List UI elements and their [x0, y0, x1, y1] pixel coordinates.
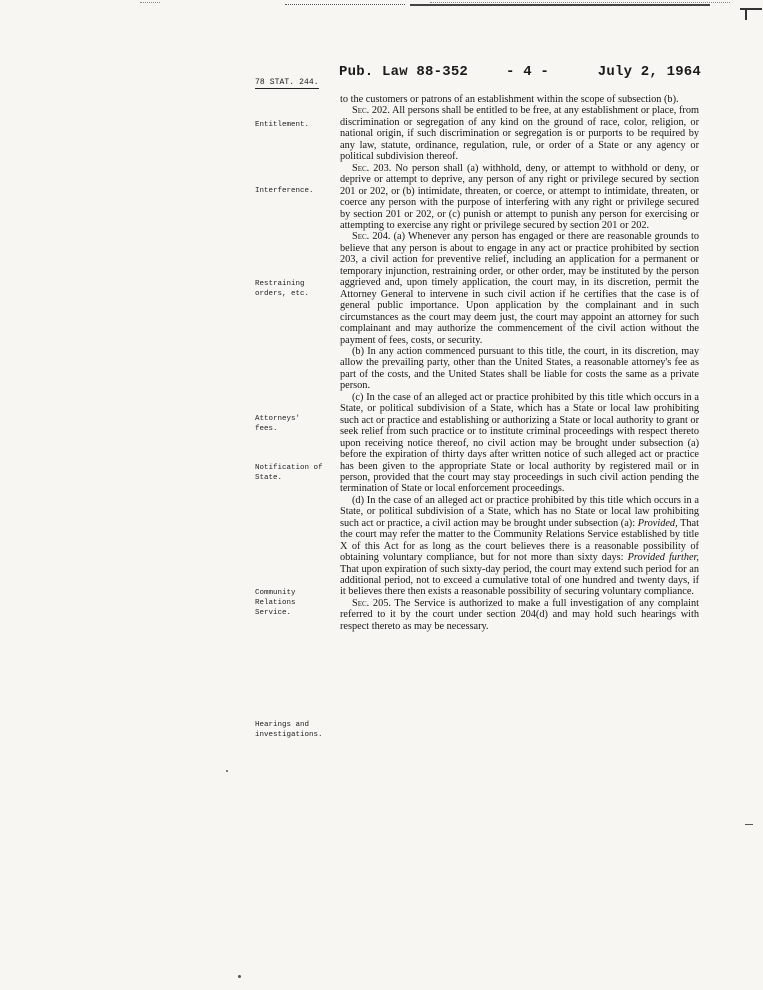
section-label: Sec. 204.	[352, 231, 391, 243]
section-label: Sec. 202.	[352, 105, 390, 117]
paragraph-sec-202: Sec. 202. All persons shall be entitled to be free, at any establishment or place, from discrimination or segregation of any kind on the ground of race, color, religion, or national origin, if such discrimination or segregation is or purports to be required by any law, statute, ordinance, regulation, rule, or order of a State or any agency or political subdivision thereof.	[340, 105, 699, 163]
scan-speck	[226, 770, 228, 772]
margin-note-attorneys-fees: Attorneys' fees.	[255, 415, 301, 433]
publication-number: Pub. Law 88-352	[339, 64, 469, 80]
paragraph-continuation: to the customers or patrons of an establishment within the scope of subsection (b).	[340, 94, 679, 105]
page-header	[339, 64, 701, 84]
section-label: Sec. 203.	[352, 162, 392, 174]
margin-note-restraining-orders: Restraining orders, etc.	[255, 280, 310, 298]
statute-reference: 78 STAT. 244.	[255, 78, 319, 87]
paragraph-sec-203: Sec. 203. No person shall (a) withhold, deny, or attempt to withhold or deny, or deprive or attempt to deprive, any person of any right or privilege secured by section 201 or 202, or (b) intimidate, threaten, or coerce, or attempt to intimidate, threaten, or coerce any person with the purpose of interfering with any right or privilege secured by section 201 or 202, or (c) punish or attempt to punish any person for exercising or attempting to exercise any right or privilege secured by section 201 or 202.	[340, 162, 700, 231]
margin-note-notification: Notification of State.	[255, 464, 323, 482]
scan-speck	[238, 975, 241, 978]
section-label: Sec. 205.	[352, 597, 391, 609]
page-number: - 4 -	[506, 64, 550, 80]
margin-note-hearings: Hearings and investigations.	[255, 721, 323, 739]
margin-note-entitlement: Entitlement.	[255, 121, 310, 129]
paragraph-sec-205: Sec. 205. The Service is authorized to make a full investigation of any complaint referred to it by the court under section 204(d) and may hold such hearings with respect thereto as may be necessary.	[340, 597, 699, 632]
paragraph-sec-204d: (d) In the case of an alleged act or practice prohibited by this title which occurs in a State, or political subdivision of a State, which has no State or local law prohibiting such act or practice, a civil action may be brought under subsection (a): Provided, That the court may refer the matter to the Community Relations Service established by title X of this Act for as long as the court believes there is a reasonable possibility of obtaining voluntary compliance, but for not more than sixty days: Provided further, That upon expiration of such sixty-day period, the court may extend such period for an additional period, not to exceed a cumulative total of one hundred and twenty days, if it believes there then exists a reasonable possibility of securing voluntary compliance.	[340, 494, 699, 598]
statute-body	[340, 94, 699, 632]
paragraph-sec-204b: (b) In any action commenced pursuant to this title, the court, in its discretion, may allow the prevailing party, other than the United States, a reasonable attorney's fee as part of the costs, and the United States shall be liable for costs the same as a private person.	[340, 345, 699, 392]
publication-date: July 2, 1964	[597, 64, 701, 80]
paragraph-sec-204a: Sec. 204. (a) Whenever any person has engaged or there are reasonable grounds to believe that any person is about to engage in any act or practice prohibited by section 203, a civil action for preventive relief, including an application for a permanent or temporary injunction, restraining order, or other order, may be instituted by the person aggrieved and, upon timely application, the court may, in its discretion, permit the Attorney General to intervene in such civil action if he certifies that the case is of general public importance. Upon application by the complainant and in such circumstances as the court may deem just, the court may appoint an attorney for such complainant and may authorize the commencement of the civil action without the payment of fees, costs, or security.	[340, 231, 699, 346]
scan-speck	[745, 824, 753, 825]
paragraph-sec-204c: (c) In the case of an alleged act or practice prohibited by this title which occurs in a State, or political subdivision of a State, which has a State or local law prohibiting such act or practice and establishing or authorizing a State or local authority to grant or seek relief from such practice or to institute criminal proceedings with respect thereto upon receiving notice thereof, no civil action may be brought under subsection (a) before the expiration of thirty days after written notice of such alleged act or practice has been given to the appropriate State or local authority by registered mail or in person, provided that the court may stay proceedings in such civil action pending the termination of State or local enforcement proceedings.	[340, 391, 699, 495]
margin-note-community-relations: Community Relations Service.	[255, 589, 296, 617]
margin-note-interference: Interference.	[255, 187, 314, 195]
scan-artifacts	[0, 0, 763, 14]
